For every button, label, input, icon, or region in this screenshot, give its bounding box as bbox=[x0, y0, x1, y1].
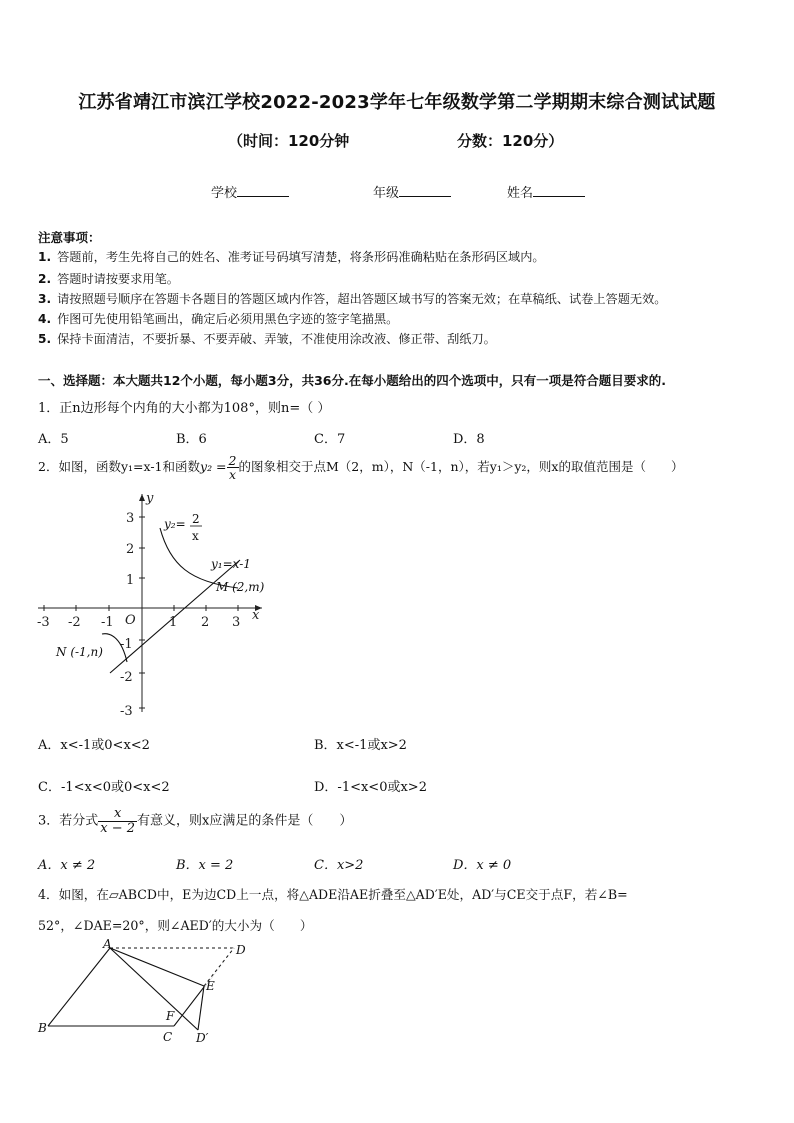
y1-label: y₁=x-1 bbox=[211, 557, 251, 571]
y-tick-label: 1 bbox=[126, 573, 135, 588]
x-tick-label: -3 bbox=[37, 615, 50, 630]
note-item: 4. 作图可先使用铅笔画出，确定后必须用黑色字迹的签字笔描黑。 bbox=[38, 312, 399, 326]
origin-label: O bbox=[125, 613, 136, 628]
y-tick-label: 2 bbox=[126, 542, 135, 557]
y-tick-label: -3 bbox=[120, 704, 133, 719]
x-tick-label: 3 bbox=[232, 615, 241, 630]
y2-label-den: x bbox=[192, 529, 199, 543]
q1-option-b[interactable]: B．6 bbox=[176, 432, 207, 447]
x-tick-label: -1 bbox=[101, 615, 114, 630]
name-field bbox=[507, 182, 585, 201]
notes-title: 注意事项： bbox=[38, 230, 101, 245]
segment-ad1 bbox=[110, 948, 198, 1030]
point-n-label: N (-1,n) bbox=[56, 645, 103, 659]
exam-time: （时间：120分钟 bbox=[228, 132, 350, 150]
point-e-label: E bbox=[206, 979, 215, 993]
school-field bbox=[211, 182, 289, 201]
note-item: 3. 请按照题号顺序在答题卡各题目的答题区域内作答，超出答题区域书写的答案无效；在草稿纸、试卷上答题无效。 bbox=[38, 292, 667, 306]
y-tick-label: -1 bbox=[120, 637, 133, 652]
q2-option-b[interactable]: B．x<-1或x>2 bbox=[314, 738, 407, 753]
note-item: 2. 答题时请按要求用笔。 bbox=[38, 272, 179, 286]
q4-stem-line1: 4．如图，在▱ABCD中，E为边CD上一点，将△ADE沿AE折叠至△AD′E处，AD′与CE交于点F，若∠B= bbox=[38, 887, 628, 902]
point-m-label: M (2,m) bbox=[216, 580, 265, 594]
q2-option-d[interactable]: D．-1<x<0或x>2 bbox=[314, 780, 427, 795]
name-blank bbox=[533, 184, 585, 197]
q1-option-c[interactable]: C．7 bbox=[314, 432, 346, 447]
note-item: 5. 保持卡面清洁，不要折暴、不要弄破、弄皱，不准使用涂改液、修正带、刮纸刀。 bbox=[38, 332, 496, 346]
q3-stem: 3．若分式 $\frac{x}{x - 2}$ 有意义，则x应满足的条件是（ ） bbox=[38, 806, 353, 836]
y-axis-label: y bbox=[146, 491, 154, 506]
q3-fraction: $\frac{x}{x - 2}$ bbox=[100, 806, 136, 836]
section-heading: 一、选择题：本大题共12个小题，每小题3分，共36分.在每小题给出的四个选项中，只有一项是符合题目要求的. bbox=[38, 373, 666, 388]
q1-stem: 1．正n边形每个内角的大小都为108°，则n=（ ） bbox=[38, 401, 331, 416]
grade-field bbox=[373, 182, 451, 201]
y2-label-num: 2 bbox=[192, 512, 200, 526]
x-axis-label: x bbox=[252, 608, 260, 623]
q2-fraction: $\frac{2}{x}$ bbox=[228, 453, 237, 483]
exam-score: 分数：120分） bbox=[457, 132, 564, 150]
q1-option-d[interactable]: D．8 bbox=[453, 432, 485, 447]
x-tick-label: -2 bbox=[68, 615, 81, 630]
q3-option-a[interactable]: A．x ≠ 2 bbox=[38, 858, 96, 873]
note-item: 1. 答题前，考生先将自己的姓名、准考证号码填写清楚，将条形码准确粘贴在条形码区域内。 bbox=[38, 250, 545, 264]
q2-option-c[interactable]: C．-1<x<0或0<x<2 bbox=[38, 780, 170, 795]
point-d-label: D bbox=[236, 943, 246, 957]
y-tick-label: -2 bbox=[120, 670, 133, 685]
school-label: 学校 bbox=[211, 186, 238, 201]
point-c-label: C bbox=[163, 1030, 173, 1044]
y2-label: y₂= bbox=[164, 517, 186, 531]
q3-option-c[interactable]: C．x>2 bbox=[314, 858, 364, 873]
y-tick-label: 3 bbox=[126, 511, 135, 526]
q3-option-b[interactable]: B．x = 2 bbox=[176, 858, 234, 873]
point-b-label: B bbox=[38, 1021, 47, 1035]
q2-graph bbox=[30, 490, 270, 720]
grade-label: 年级 bbox=[373, 186, 400, 201]
segment-ed1 bbox=[198, 986, 204, 1030]
q4-stem-line2: 52°，∠DAE=20°，则∠AED′的大小为（ ） bbox=[38, 918, 313, 933]
point-a-label: A bbox=[103, 938, 112, 951]
point-f-label: F bbox=[166, 1009, 175, 1023]
q2-option-a[interactable]: A．x<-1或0<x<2 bbox=[38, 738, 150, 753]
name-label: 姓名 bbox=[507, 186, 534, 201]
x-tick-label: 1 bbox=[169, 615, 178, 630]
x-tick-label: 2 bbox=[201, 615, 210, 630]
q1-option-a[interactable]: A．5 bbox=[38, 432, 69, 447]
point-d1-label: D′ bbox=[196, 1031, 209, 1045]
grade-blank bbox=[399, 184, 451, 197]
q2-stem: 2．如图，函数y₁=x-1和函数y₂ = $\frac{2}{x}$ 的图象相交于点M（2，m），N（-1，n），若y₁＞y₂，则x的取值范围是（ ） bbox=[38, 453, 684, 483]
edge-ab bbox=[48, 948, 110, 1026]
exam-title: 江苏省靖江市滨江学校2022-2023学年七年级数学第二学期期末综合测试试题 bbox=[78, 92, 716, 113]
segment-ae bbox=[110, 948, 204, 986]
q4-figure bbox=[30, 938, 270, 1053]
q3-option-d[interactable]: D．x ≠ 0 bbox=[453, 858, 512, 873]
school-blank bbox=[237, 184, 289, 197]
